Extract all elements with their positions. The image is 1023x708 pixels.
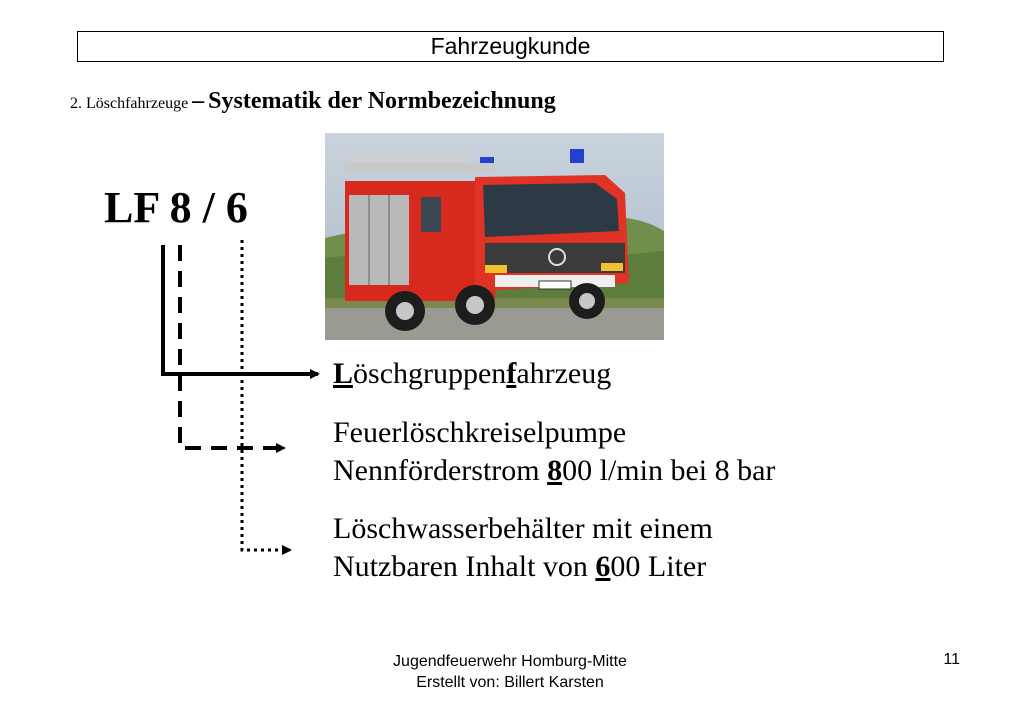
page-number: 11 bbox=[943, 651, 960, 668]
header-title: Fahrzeugkunde bbox=[430, 33, 591, 59]
pump-line1: Feuerlöschkreiselpumpe bbox=[333, 416, 627, 449]
tank-line2 bbox=[333, 548, 713, 586]
key-letter-f: f bbox=[506, 357, 517, 390]
vehicle-code: LF 8 / 6 bbox=[104, 183, 248, 232]
tank-line1: Löschwasserbehälter mit einem bbox=[333, 512, 713, 545]
connector-dashed bbox=[180, 245, 284, 448]
key-digit-6: 6 bbox=[595, 550, 611, 583]
subtitle-main: Systematik der Normbezeichnung bbox=[208, 88, 556, 114]
definition-pump bbox=[333, 414, 775, 490]
key-digit-8: 8 bbox=[547, 454, 563, 487]
pump-line2 bbox=[333, 452, 775, 490]
footer bbox=[300, 651, 720, 693]
footer-author: Erstellt von: Billert Karsten bbox=[416, 674, 604, 691]
vehicle-rest: ahrzeug bbox=[516, 357, 612, 390]
footer-org: Jugendfeuerwehr Homburg-Mitte bbox=[393, 653, 627, 670]
tank-prefix: Nutzbaren Inhalt von bbox=[333, 550, 596, 583]
subtitle-prefix: 2. Löschfahrzeuge bbox=[70, 95, 189, 112]
pump-rest: 00 l/min bei 8 bar bbox=[562, 454, 776, 487]
tank-rest: 00 Liter bbox=[610, 550, 707, 583]
key-letter-l: L bbox=[333, 357, 354, 390]
definition-vehicle bbox=[333, 355, 611, 393]
vehicle-mid: öschgruppen bbox=[353, 357, 507, 390]
connector-dotted bbox=[242, 240, 290, 550]
pump-prefix: Nennförderstrom bbox=[333, 454, 548, 487]
subtitle-dash: – bbox=[192, 88, 205, 114]
definition-tank bbox=[333, 510, 713, 586]
